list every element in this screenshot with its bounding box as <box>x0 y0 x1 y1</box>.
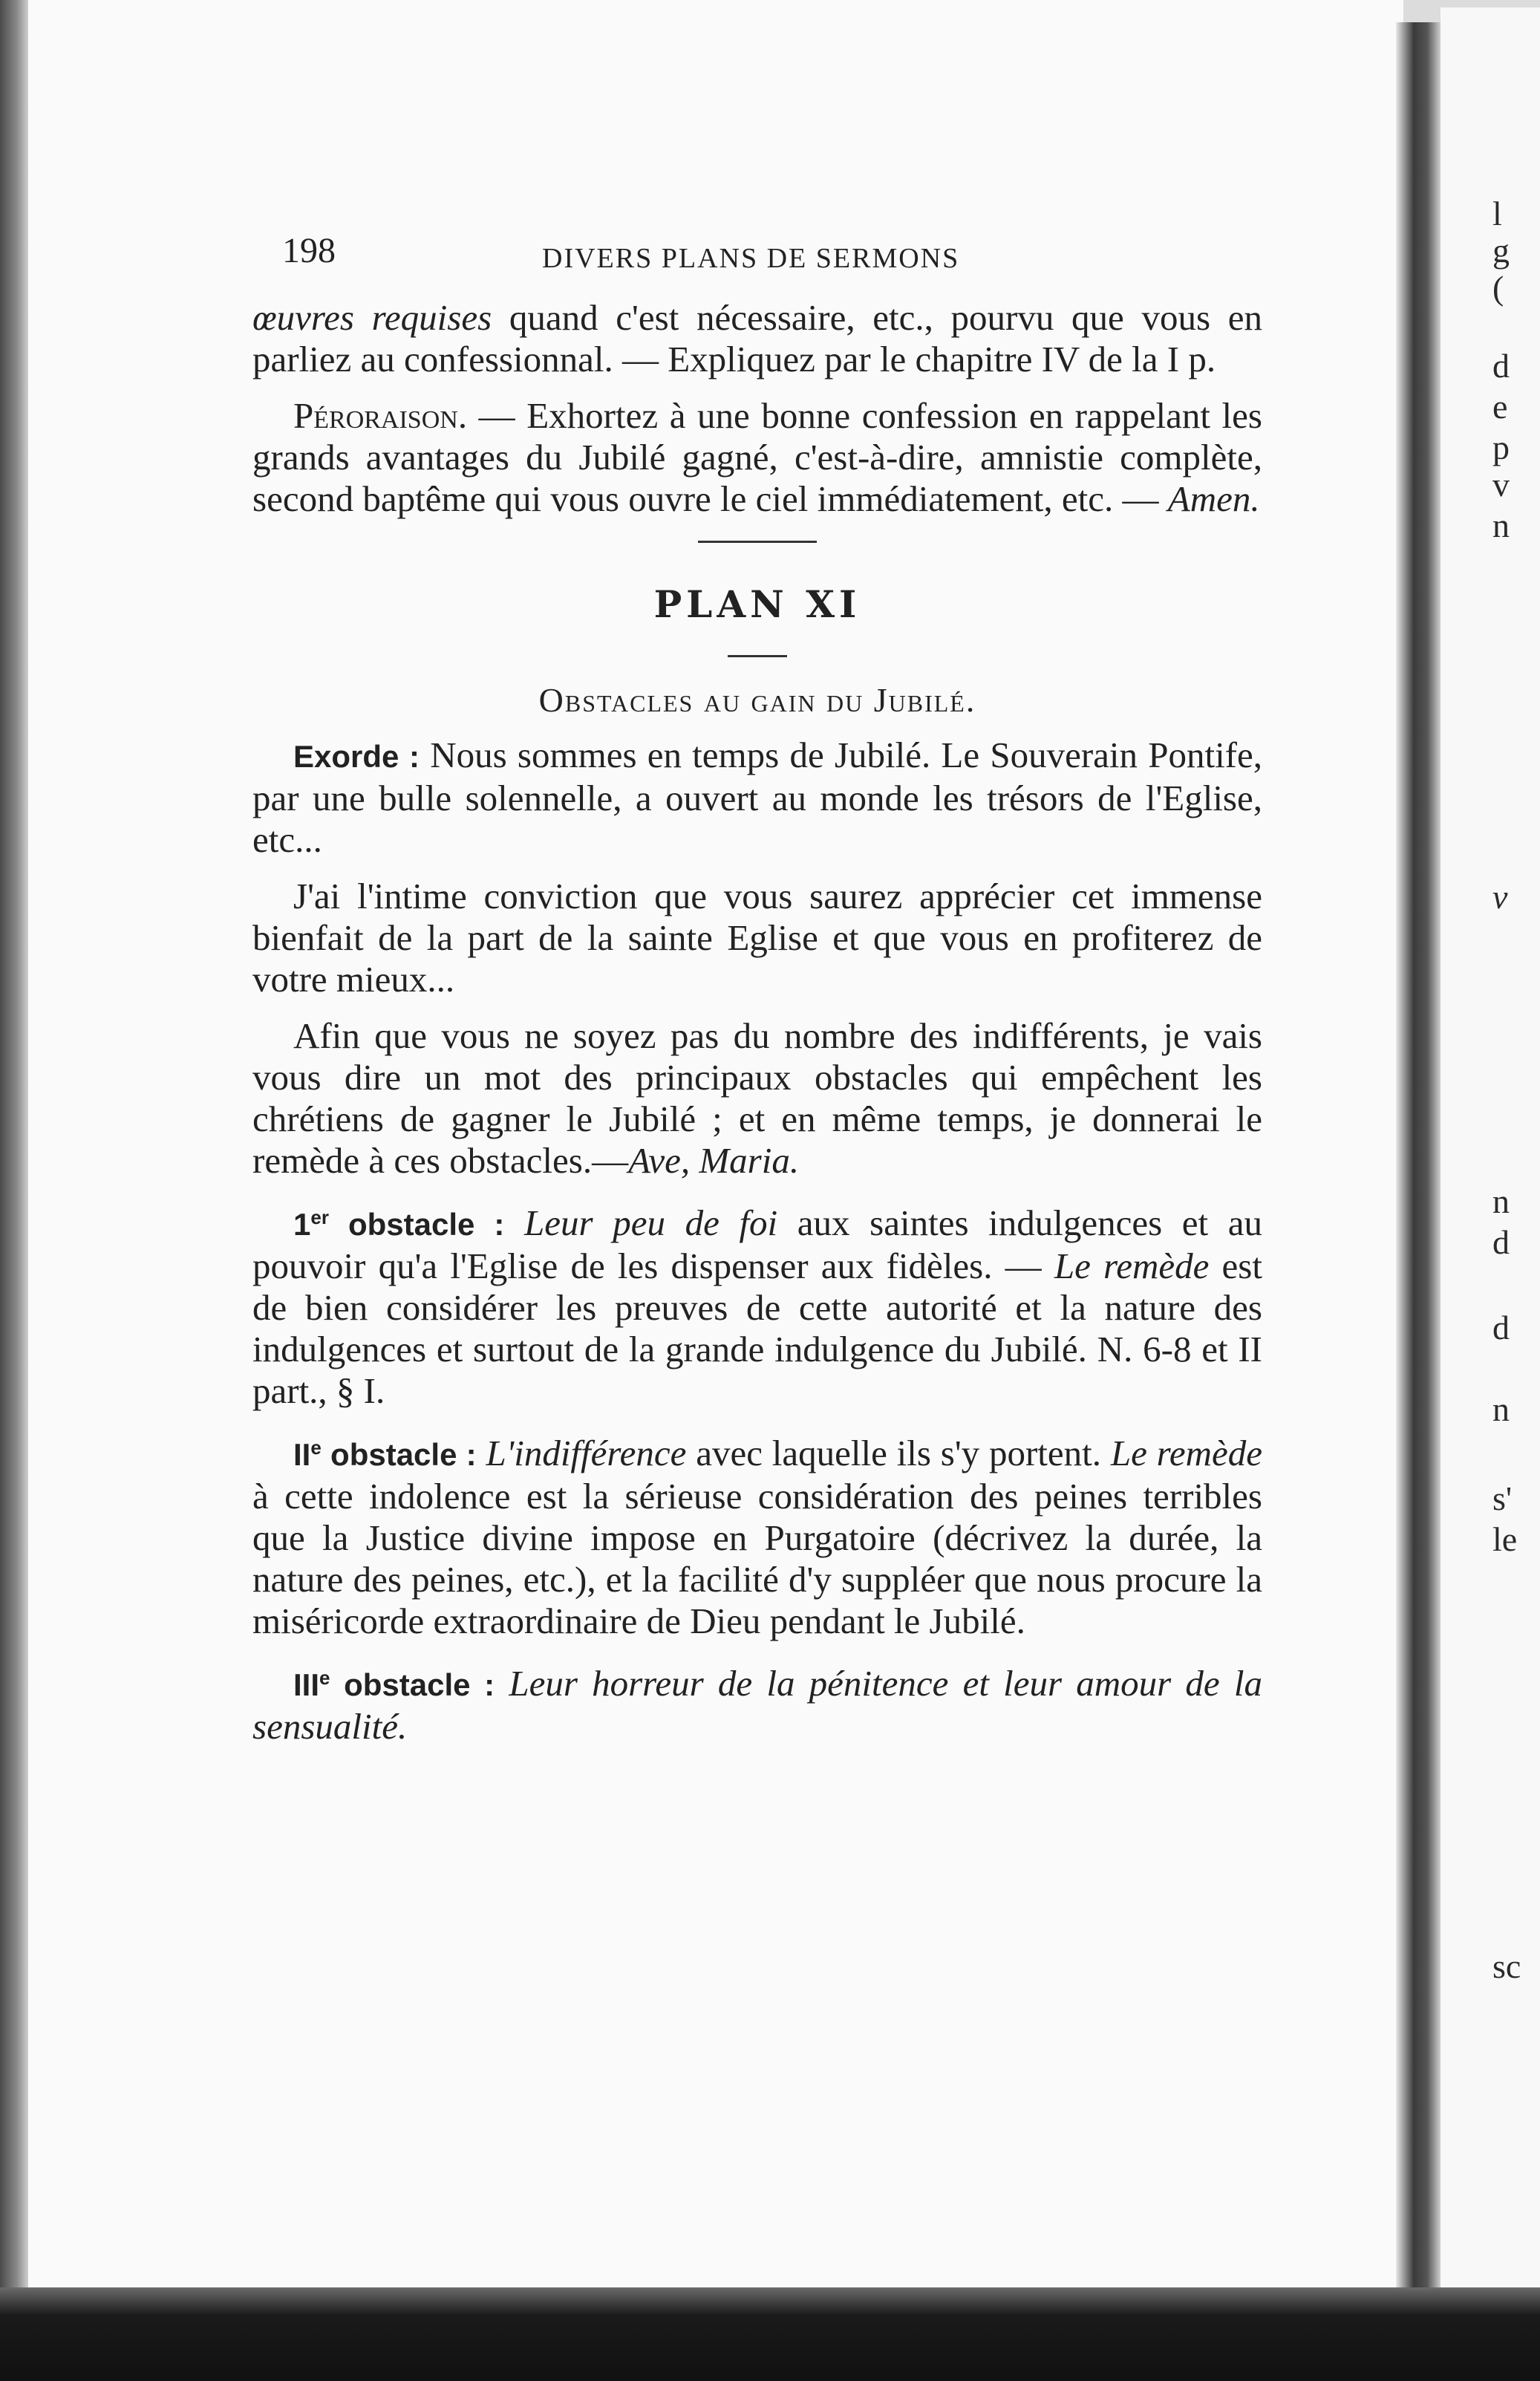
fragment-char: s' <box>1492 1479 1513 1517</box>
obstacle-2-paragraph <box>252 1427 1262 1642</box>
fragment-char: n <box>1492 1390 1510 1428</box>
obstacle-1-italic: Leur peu de foi <box>524 1202 778 1243</box>
page-header <box>252 230 1262 297</box>
book-gutter <box>1396 22 1441 2287</box>
exorde-paragraph-3 <box>252 1015 1262 1182</box>
fragment-char: sc <box>1492 1947 1521 1985</box>
exorde-text: Nous sommes en temps de Jubilé. Le Souverain Pontife, par une bulle solennelle, a ouvert au monde les trésors de l'Eglise, etc... <box>252 735 1263 860</box>
plan-subtitle: Obstacles au gain du Jubilé. <box>538 681 976 719</box>
section-divider <box>698 541 817 543</box>
obstacle-3-ordinal: e <box>319 1667 330 1689</box>
obstacle-1-ordinal: er <box>310 1206 329 1228</box>
obstacle-3-italic: Leur horreur de la pénitence et leur amour de la sensualité. <box>252 1663 1262 1747</box>
fragment-char: n <box>1492 507 1510 544</box>
obstacle-3-paragraph <box>252 1657 1262 1748</box>
fragment-char: le <box>1492 1520 1518 1558</box>
exorde-paragraph <box>252 735 1262 861</box>
fragment-char: d <box>1492 1223 1510 1261</box>
fragment-char: v <box>1492 878 1508 916</box>
fragment-char: v <box>1492 466 1510 504</box>
fragment-char: d <box>1492 1309 1510 1346</box>
obstacle-1-number: 1 <box>293 1207 311 1242</box>
obstacle-2-remede: Le remède <box>1110 1433 1262 1473</box>
obstacle-1-label <box>293 1207 504 1242</box>
running-title: DIVERS PLANS DE SERMONS <box>542 243 960 274</box>
title-divider <box>728 655 787 657</box>
obstacle-2-ordinal: e <box>310 1436 322 1459</box>
exorde-paragraph-2: J'ai l'intime conviction que vous saurez apprécier cet immense bienfait de la part de la sainte Eglise et que vous en profiterez de votre mieux... <box>252 876 1262 1000</box>
obstacle-1-text-2: est de bien considérer les preuves de cette autorité et la nature des indulgences et surtout de la grande indulgence du Jubilé. N. 6-8 et II part., § I. <box>252 1245 1262 1411</box>
exorde-text-3: Afin que vous ne soyez pas du nombre des indifférents, je vais vous dire un mot des principaux obstacles qui empêchent les chrétiens de gagner le Jubilé ; et en même temps, je donnerai le remède à ces obstacles.— <box>252 1015 1262 1181</box>
continuation-italic: œuvres requises <box>252 297 492 338</box>
continuation-text: quand c'est nécessaire, etc., pourvu que vous en parliez au confessionnal. — Expliquez par le chapitre IV de la I p. <box>252 297 1262 380</box>
obstacle-2-label <box>293 1437 477 1472</box>
obstacle-1-word: obstacle : <box>328 1207 505 1242</box>
obstacle-2-text-2: à cette indolence est la sérieuse considération des peines terribles que la Justice divine impose en Purgatoire (décrivez la durée, la nature des peines, etc.), et la facilité d'y suppléer que nous procure la miséricorde extraordinaire de Dieu pendant le Jubilé. <box>252 1476 1262 1641</box>
amen-text: Amen. <box>1167 478 1260 519</box>
exorde-label: Exorde : <box>293 739 420 774</box>
scan-edge-left <box>0 0 28 2381</box>
fragment-char: ( <box>1492 269 1504 307</box>
fragment-char: d <box>1492 347 1510 385</box>
ave-maria: Ave, Maria. <box>628 1140 800 1181</box>
page-number: 198 <box>282 231 336 270</box>
fragment-char: e <box>1492 388 1508 426</box>
page-content <box>252 230 1262 1762</box>
obstacle-2-number: II <box>293 1437 311 1472</box>
obstacle-2-italic: L'indifférence <box>486 1433 687 1473</box>
obstacle-3-label <box>293 1667 495 1702</box>
peroraison-label: Péroraison. <box>293 395 468 436</box>
scan-edge-bottom <box>0 2287 1540 2381</box>
fragment-char: n <box>1492 1182 1510 1220</box>
obstacle-3-number: III <box>293 1667 320 1702</box>
obstacle-1-paragraph <box>252 1196 1262 1412</box>
obstacle-2-text: avec laquelle ils s'y portent. <box>686 1433 1111 1473</box>
continuation-paragraph <box>252 297 1262 380</box>
obstacle-3-word: obstacle : <box>330 1667 495 1702</box>
obstacle-1-remede: Le remède <box>1054 1245 1210 1286</box>
peroraison-paragraph <box>252 395 1262 520</box>
plan-title: PLAN XI <box>653 582 861 626</box>
fragment-char: p <box>1492 429 1510 466</box>
adjacent-page-fragment <box>1441 7 1540 2287</box>
obstacle-2-word: obstacle : <box>321 1437 477 1472</box>
fragment-char: l <box>1492 195 1502 232</box>
fragment-char: g <box>1492 232 1510 270</box>
peroraison-text: — Exhortez à une bonne confession en rappelant les grands avantages du Jubilé gagné, c'est-à-dire, amnistie complète, second baptême qui vous ouvre le ciel immédiatement, etc. — <box>252 395 1262 519</box>
obstacle-1-text: aux saintes indulgences et au pouvoir qu'a l'Eglise de les dispenser aux fidèles. — <box>252 1202 1263 1286</box>
